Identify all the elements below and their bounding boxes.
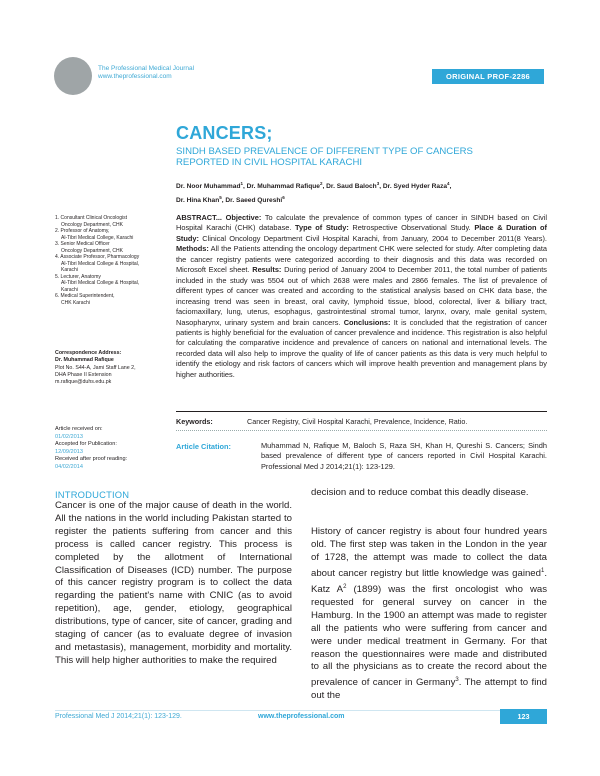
affiliations <box>55 215 163 306</box>
subtitle-line: REPORTED IN CIVIL HOSPITAL KARACHI <box>176 157 363 168</box>
abstract <box>176 213 547 380</box>
author: Dr. Saeed Qureshi$^6$ <box>225 194 285 204</box>
affiliation-line: Oncology Department, CHK <box>61 247 123 254</box>
body-column-right-history: History of cancer registry is about four hundred years old. The first step was taken in the London in the year of 1728, the attempt was made to collect the data about cancer registry but little knowledge was gained$^1$. Katz $A^2$ (1899) was the first oncologist who was requested for general survey on cancer in the Hamburg. In the 1900 an attempt was made to register all the patients who were suffering from cancer and were under medical treatment in Germany. For that reason the questionnaires were made and distributed to all the physicians as to create the record about the prevalence of cancer in Germany$^3$. The attempt to find out the <box>311 526 548 702</box>
footer-divider <box>55 710 547 711</box>
affiliation-line: 2. Professor of Anatomy, <box>55 228 110 234</box>
affiliation-line: 6. Medical Superintendent, <box>55 293 115 299</box>
affiliation-line: 1. Consultant Clinical Oncologist <box>55 215 127 221</box>
abstract-results-label: Results: <box>252 265 282 275</box>
affiliation-line: Karachi <box>61 286 78 293</box>
author: Dr. Syed Hyder Raza$^4$ <box>382 181 450 191</box>
footer-citation: Professional Med J 2014;21(1): 123-129. <box>55 713 182 720</box>
abstract-objective-label: ABSTRACT... Objective: <box>176 213 262 222</box>
abstract-conclusions: It is concluded that the registration of cancer patients is highly beneficial for the evaluation of cancer prevalence and incidence. This registration is also helpful for calculating the comparative incidence and prevalence of cancers on national and international levels. The recorded data will also help to improve the quality of life of cancer patients as this data is very much helpful to identify the etiology and risk factors of cancers which will improve health prevention and management plans by higher authorities. <box>176 317 547 379</box>
author: Dr. Hina Khan$^5$ <box>176 194 222 204</box>
affiliation-line: Al-Tibri Medical College, Karachi <box>61 234 134 241</box>
accepted-label: Accepted for Publication: <box>55 441 117 448</box>
article-title: CANCERS; <box>176 123 273 143</box>
footer-url[interactable]: www.theprofessional.com <box>258 713 345 720</box>
citation-text: Muhammad N, Rafique M, Baloch S, Raza SH, Khan H, Qureshi S. Cancers; Sindh based prevalence of different type of cancers reported in Civil Hospital Karachi. Professional Med J 2014;21(1): 123-129. <box>261 441 547 471</box>
article-subtitle <box>176 146 536 168</box>
affiliation-line: 4. Associate Professor, Pharmacology <box>55 254 140 260</box>
abstract-objective: To calculate the prevalence of common types of cancer in SINDH based on Civil Hospital Karachi (CHK) database. <box>176 213 547 233</box>
received-label: Article received on: <box>55 426 103 432</box>
correspondence-heading: Correspondence Address: <box>55 350 122 356</box>
author: Dr. Noor Muhammad$^1$ <box>176 181 243 191</box>
journal-header <box>98 65 194 81</box>
correspondence-block <box>55 350 163 386</box>
author-list: Dr. Noor Muhammad$^1$, Dr. Muhammad Rafique$^2$, Dr. Saud Baloch$^3$, Dr. Syed Hyder Raza$^4$, Dr. Hina Khan$^5$, Dr. Saeed Qureshi$^6$ <box>176 181 452 204</box>
keywords-label: Keywords: <box>176 417 213 426</box>
abstract-type: Retrospective Observational Study. <box>352 223 471 233</box>
abstract-type-label: Type of Study: <box>295 223 349 233</box>
divider <box>176 430 547 431</box>
received-date: 01/02/2013 <box>55 433 83 440</box>
section-heading-introduction: INTRODUCTION <box>55 489 130 500</box>
article-dates <box>55 426 163 472</box>
proof-date: 04/02/2014 <box>55 463 83 470</box>
journal-url[interactable]: www.theprofessional.com <box>98 73 172 80</box>
correspondence-email[interactable]: m.rafique@duhs.edu.pk <box>55 379 112 386</box>
author: Dr. Muhammad Rafique$^2$ <box>246 181 323 191</box>
affiliation-line: Karachi <box>61 267 78 273</box>
affiliation-line: Al-Tibri Medical College & Hospital, <box>61 280 140 286</box>
abstract-methods: All the Patients attending the oncology department CHK were selected for study. After completing data the cancer registry patients were categorized according to their diagnosis and this data was recorded on Microsoft Excel sheet. <box>176 244 547 275</box>
journal-logo <box>54 57 92 95</box>
affiliation-line: 5. Lecturer, Anatomy <box>55 273 101 280</box>
abstract-conclusions-label: Conclusions: <box>343 317 391 327</box>
body-column-left: Cancer is one of the major cause of death in the world. All the nations in the world including Pakistan started to register the patients suffering from cancer and this process is called cancer registry. This process is completed by the allotment of International Classification of Diseases (ICD) number. The purpose of this cancer registry program is to collect the data regarding the patient's name with CNIC (as to avoid repetition), age, gender, etiology, geographical distributions, type of cancer, site of cancer, grading and staging of cancer (as to evaluate degree of invasion and metastasis), management, morbidity and mortality. This will help higher authorities to make the required <box>55 500 292 666</box>
abstract-methods-label: Methods: <box>176 244 209 254</box>
citation-label: Article Citation: <box>176 442 232 451</box>
affiliation-line: Al-Tibri Medical College & Hospital, <box>61 260 140 267</box>
proof-label: Received after proof reading: <box>55 456 128 463</box>
affiliation-line: 3. Senior Medical Officer <box>55 241 110 247</box>
article-type-badge: ORIGINAL PROF-2286 <box>432 69 544 84</box>
author: Dr. Saud Baloch$^3$ <box>326 181 380 191</box>
subtitle-line: SINDH BASED PREVALENCE OF DIFFERENT TYPE OF CANCERS <box>176 146 473 157</box>
abstract-place: Clinical Oncology Department Civil Hospital Karachi, from January, 2004 to December 2011(8 Years). <box>202 233 547 243</box>
keywords-text: Cancer Registry, Civil Hospital Karachi, Prevalence, Incidence, Ratio. <box>247 417 468 426</box>
journal-name: The Professional Medical Journal <box>98 65 195 72</box>
divider <box>176 411 547 412</box>
abstract-results: During period of January 2004 to December 2011, the total number of patients included in the study was 5504 out of which 2638 were males and 2866 females. The list of prevalence of different types of cancer was created and according to the statistical analysis based on CHK data base, the increasing trend was seen in breast, oral cavity, lymphoid tissue, blood, colorectal, liver & billiary tract, faciomaxillary, lung, uterus, esophagus, gastrointestinal stromal tumor, larynx, ovary, male genital system, Nasopharynx, urinary system and brain cancers. <box>176 265 547 327</box>
accepted-date: 12/09/2013 <box>55 448 83 455</box>
affiliation-line: Oncology Department, CHK <box>61 221 123 228</box>
body-column-right-top: decision and to reduce combat this deadly disease. <box>311 487 529 498</box>
correspondence-address: DHA Phase II Extension <box>55 371 112 378</box>
correspondence-address: Plot No. S44-A, Jami Staff Lane 2, <box>55 364 136 371</box>
affiliation-line: CHK Karachi <box>61 299 90 306</box>
correspondence-name: Dr. Muhammad Rafique <box>55 357 114 364</box>
abstract-place-label: Place & Duration of Study: <box>176 223 548 243</box>
page-number: 123 <box>500 709 547 724</box>
